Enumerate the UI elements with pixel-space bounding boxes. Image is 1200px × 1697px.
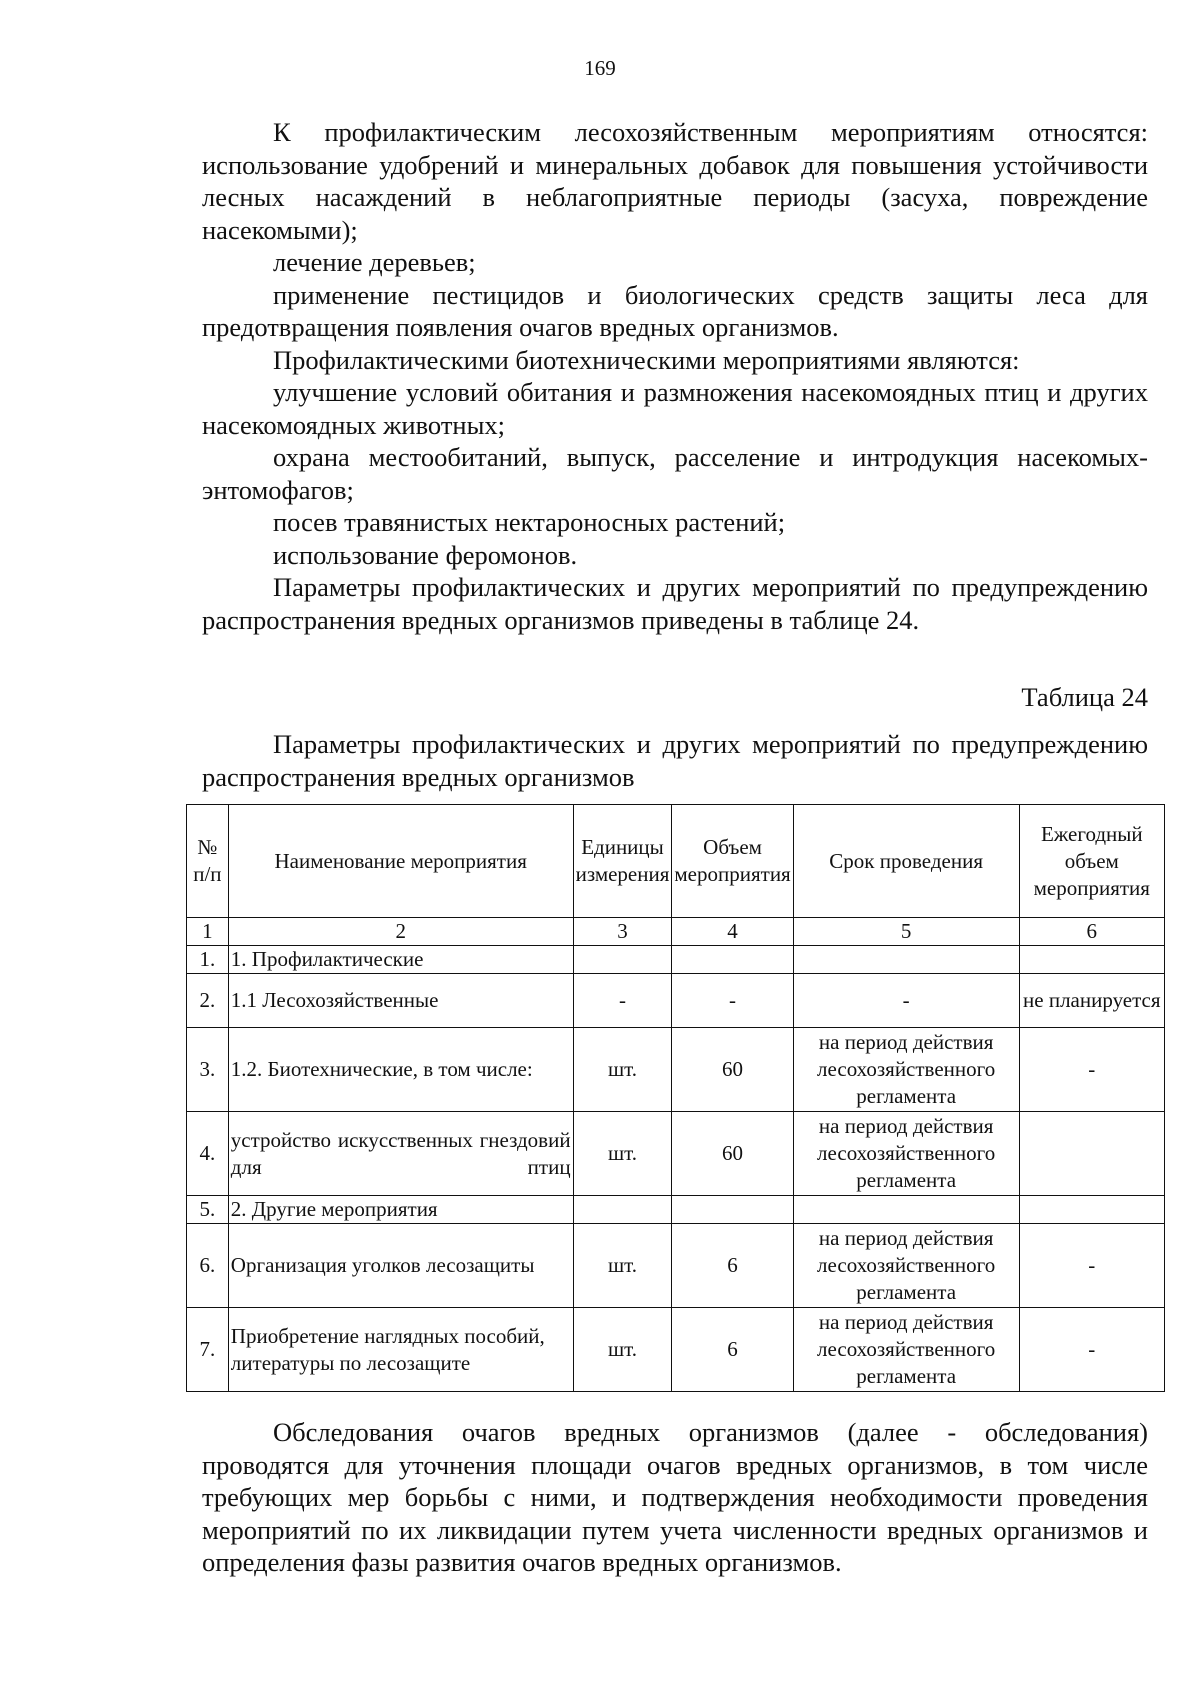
column-number: 3 xyxy=(573,918,672,946)
row-term: на период действия лесохозяйственного регламента xyxy=(793,1112,1019,1196)
intro-paragraph: применение пестицидов и биологических средств защиты леса для предотвращения появления очагов вредных организмов. xyxy=(202,279,1148,342)
intro-paragraph: Профилактическими биотехническими мероприятиями являются: xyxy=(273,344,1020,375)
row-volume xyxy=(672,946,793,974)
closing-text-block xyxy=(202,1416,1148,1579)
row-volume: 6 xyxy=(672,1308,793,1392)
header-volume: Объем мероприятия xyxy=(672,805,793,918)
column-number: 2 xyxy=(228,918,573,946)
measures-table xyxy=(186,804,1165,1392)
intro-text xyxy=(202,116,1148,636)
table-row xyxy=(187,974,1165,1028)
intro-paragraph: К профилактическим лесохозяйственным мероприятиям относятся: использование удобрений и минеральных добавок для повышения устойчивости лесных насаждений в неблагоприятные периоды (засуха, повреждение насекомыми); xyxy=(202,117,1148,245)
row-unit: шт. xyxy=(573,1112,672,1196)
row-volume xyxy=(672,1196,793,1224)
column-number: 6 xyxy=(1019,918,1164,946)
row-name: 2. Другие мероприятия xyxy=(228,1196,573,1224)
row-number: 3. xyxy=(187,1028,229,1112)
row-name: Приобретение наглядных пособий, литературы по лесозащите xyxy=(228,1308,573,1392)
table-title: Параметры профилактических и других мероприятий по предупреждению распространения вредных организмов xyxy=(202,729,1148,792)
row-number: 4. xyxy=(187,1112,229,1196)
row-volume: 60 xyxy=(672,1112,793,1196)
closing-paragraph: Обследования очагов вредных организмов (далее - обследования) проводятся для уточнения площади очагов вредных организмов, в том числе требующих мер борьбы с ними, и подтверждения необходимости проведения мероприятий по их ликвидации путем учета численности вредных организмов и определения фазы развития очагов вредных организмов. xyxy=(202,1417,1148,1577)
table-row xyxy=(187,1112,1165,1196)
row-name: 1.1 Лесохозяйственные xyxy=(228,974,573,1028)
table-row xyxy=(187,1308,1165,1392)
row-annual: - xyxy=(1019,1308,1164,1392)
header-number: № п/п xyxy=(187,805,229,918)
row-unit xyxy=(573,946,672,974)
row-annual: - xyxy=(1019,1224,1164,1308)
row-unit: - xyxy=(573,974,672,1028)
row-unit xyxy=(573,1196,672,1224)
row-term: на период действия лесохозяйственного регламента xyxy=(793,1028,1019,1112)
table-title-block xyxy=(202,728,1148,793)
intro-paragraph: посев травянистых нектароносных растений; xyxy=(273,507,786,537)
intro-paragraph: улучшение условий обитания и размножения насекомоядных птиц и других насекомоядных животных; xyxy=(202,377,1148,440)
row-term xyxy=(793,946,1019,974)
table-row xyxy=(187,1028,1165,1112)
row-name: Организация уголков лесозащиты xyxy=(228,1224,573,1308)
header-term: Срок проведения xyxy=(793,805,1019,918)
column-number: 1 xyxy=(187,918,229,946)
row-term: - xyxy=(793,974,1019,1028)
table-label: Таблица 24 xyxy=(1021,682,1148,712)
row-volume: 60 xyxy=(672,1028,793,1112)
row-number: 2. xyxy=(187,974,229,1028)
row-term xyxy=(793,1196,1019,1224)
intro-paragraph: охрана местообитаний, выпуск, расселение и интродукция насекомых-энтомофагов; xyxy=(202,442,1148,505)
table-row xyxy=(187,1224,1165,1308)
row-annual xyxy=(1019,1196,1164,1224)
row-name: устройство искусственных гнездовий для птиц xyxy=(228,1112,573,1196)
row-term: на период действия лесохозяйственного регламента xyxy=(793,1224,1019,1308)
row-annual: - xyxy=(1019,1028,1164,1112)
table-row xyxy=(187,1196,1165,1224)
row-volume: 6 xyxy=(672,1224,793,1308)
row-unit: шт. xyxy=(573,1308,672,1392)
column-number: 4 xyxy=(672,918,793,946)
header-annual: Ежегодный объем мероприятия xyxy=(1019,805,1164,918)
row-number: 7. xyxy=(187,1308,229,1392)
column-number-row xyxy=(187,918,1165,946)
header-name: Наименование мероприятия xyxy=(228,805,573,918)
intro-paragraph: использование феромонов. xyxy=(273,539,578,570)
row-unit: шт. xyxy=(573,1224,672,1308)
header-unit: Единицы измерения xyxy=(573,805,672,918)
row-term: на период действия лесохозяйственного регламента xyxy=(793,1308,1019,1392)
page-number: 169 xyxy=(584,56,616,80)
row-volume: - xyxy=(672,974,793,1028)
row-annual xyxy=(1019,1112,1164,1196)
row-annual: не планируется xyxy=(1019,974,1164,1028)
intro-paragraph: лечение деревьев; xyxy=(273,247,476,277)
row-annual xyxy=(1019,946,1164,974)
row-name: 1.2. Биотехнические, в том числе: xyxy=(228,1028,573,1112)
row-number: 5. xyxy=(187,1196,229,1224)
row-name: 1. Профилактические xyxy=(228,946,573,974)
intro-paragraph: Параметры профилактических и других мероприятий по предупреждению распространения вредных организмов приведены в таблице 24. xyxy=(202,572,1148,635)
row-unit: шт. xyxy=(573,1028,672,1112)
table-row xyxy=(187,946,1165,974)
row-number: 1. xyxy=(187,946,229,974)
table-header-row xyxy=(187,805,1165,918)
row-number: 6. xyxy=(187,1224,229,1308)
column-number: 5 xyxy=(793,918,1019,946)
